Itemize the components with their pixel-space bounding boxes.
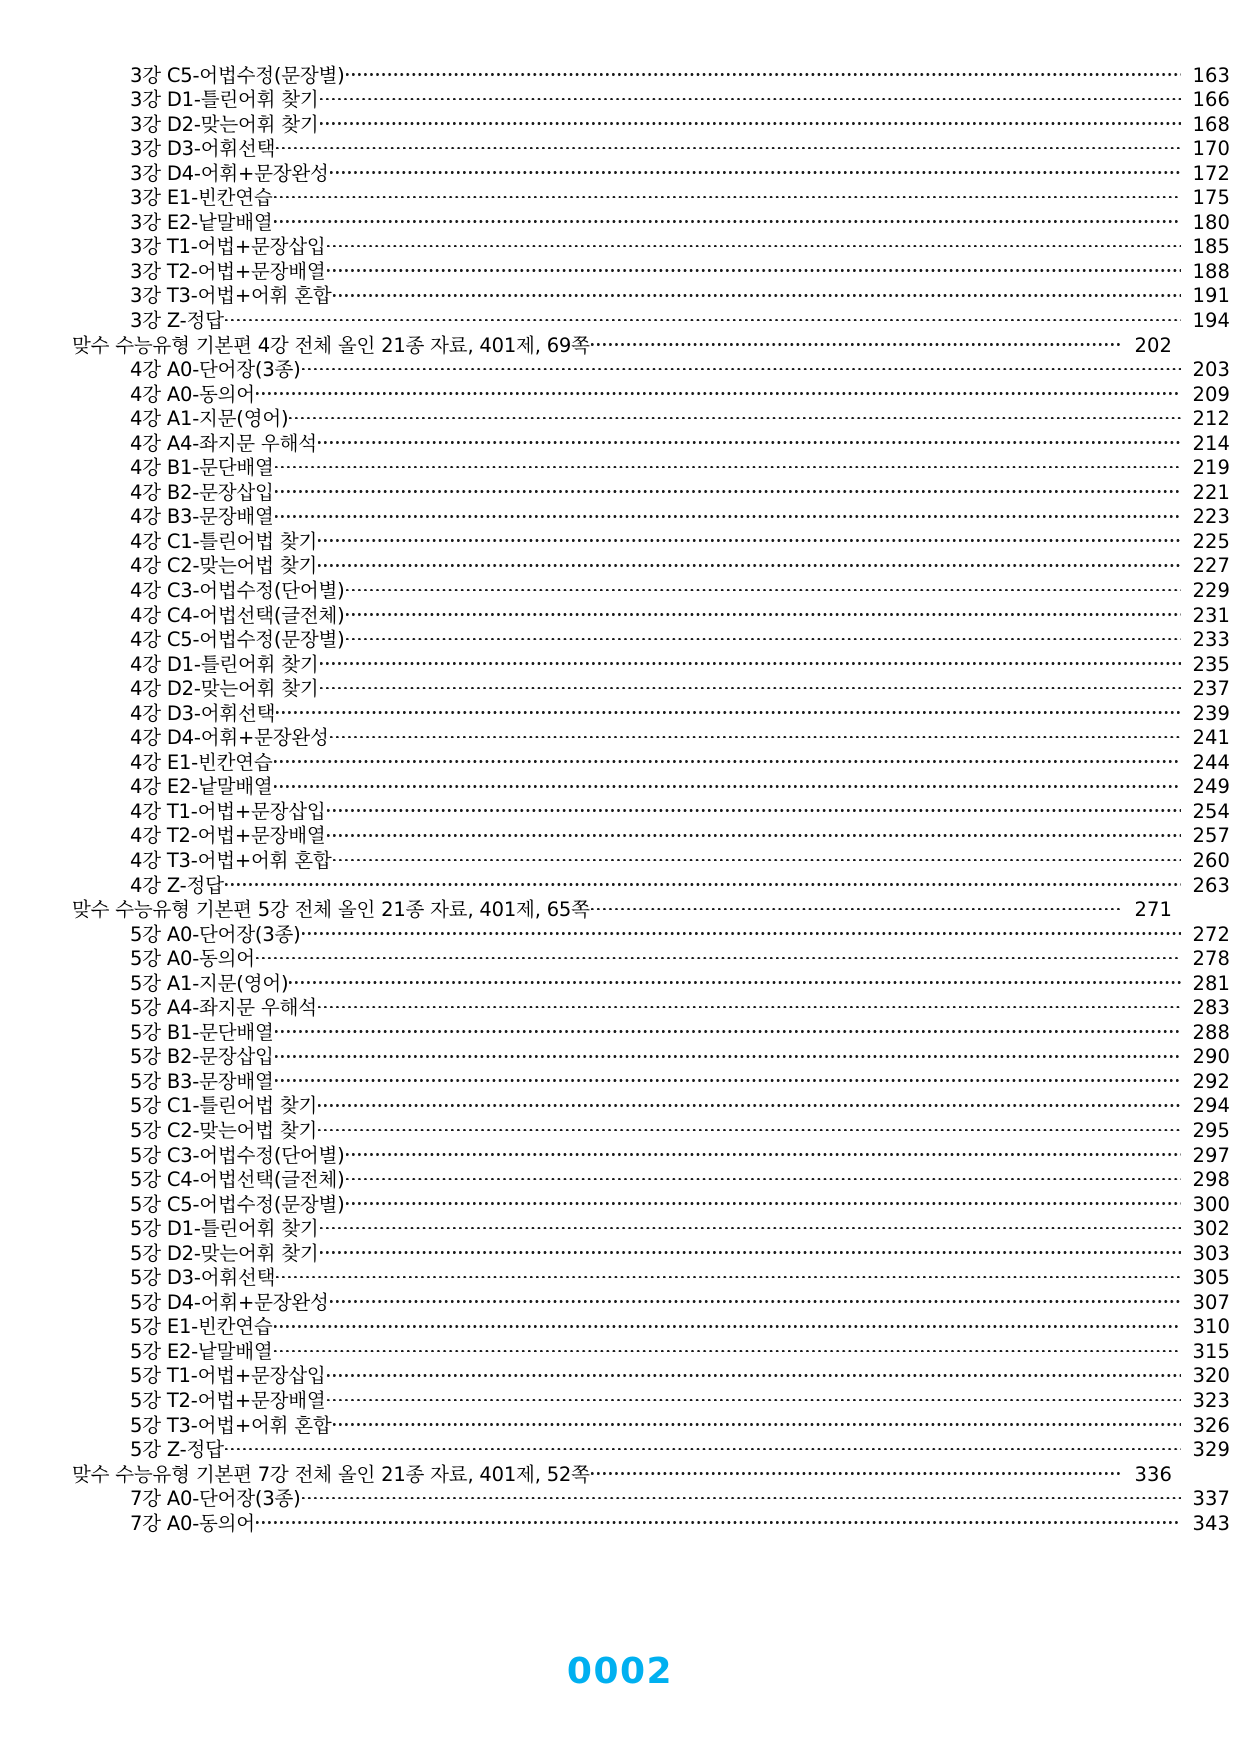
dot-leader — [274, 749, 1181, 769]
toc-entry-title: 4강 D1-틀린어휘 찾기 — [130, 652, 319, 676]
dot-leader — [346, 577, 1181, 597]
dot-leader — [320, 1240, 1181, 1260]
toc-entry-title: 4강 C2-맞는어법 찾기 — [130, 554, 318, 578]
toc-entry-title: 4강 E2-낱말배열 — [130, 775, 273, 799]
toc-entry-page-number: 272 — [1192, 922, 1230, 946]
toc-entry-title: 5강 A1-지문(영어) — [130, 971, 289, 995]
toc-entry-page-number: 249 — [1192, 775, 1230, 799]
toc-entry-title: 4강 C1-틀린어법 찾기 — [130, 529, 318, 553]
dot-leader — [318, 1093, 1181, 1113]
toc-entry-title: 4강 D4-어휘+문장완성 — [130, 726, 329, 750]
toc-entry-row[interactable] — [72, 1437, 1230, 1462]
toc-entry-title: 5강 B1-문단배열 — [130, 1020, 274, 1044]
dot-leader — [318, 528, 1181, 548]
toc-entry-row[interactable] — [72, 970, 1230, 995]
toc-entry-row[interactable] — [72, 1412, 1230, 1437]
toc-entry-page-number: 168 — [1192, 112, 1230, 136]
toc-entry-row[interactable] — [72, 1044, 1230, 1069]
toc-entry-title: 4강 C4-어법선택(글전체) — [130, 603, 345, 627]
toc-entry-title: 5강 D4-어휘+문장완성 — [130, 1290, 329, 1314]
toc-entry-row[interactable] — [72, 725, 1230, 750]
dot-leader — [333, 848, 1181, 868]
toc-entry-page-number: 202 — [1134, 333, 1172, 357]
dot-leader — [275, 1068, 1181, 1088]
toc-entry-page-number: 185 — [1192, 235, 1230, 259]
toc-entry-row[interactable] — [72, 1216, 1230, 1241]
toc-entry-title: 5강 C4-어법선택(글전체) — [130, 1168, 345, 1192]
dot-leader — [318, 553, 1181, 573]
toc-entry-page-number: 260 — [1192, 849, 1230, 872]
toc-entry-title: 3강 E2-낱말배열 — [130, 210, 273, 234]
toc-entry-page-number: 290 — [1192, 1045, 1230, 1069]
toc-entry-page-number: 295 — [1192, 1119, 1230, 1143]
toc-entry-page-number: 219 — [1192, 456, 1230, 480]
toc-entry-title: 3강 D1-틀린어휘 찾기 — [130, 88, 319, 112]
toc-entry-row[interactable] — [72, 1338, 1230, 1363]
dot-leader — [327, 1363, 1181, 1383]
dot-leader — [302, 1486, 1181, 1506]
toc-entry-page-number: 278 — [1192, 947, 1230, 971]
dot-leader — [276, 1265, 1181, 1285]
dot-leader — [330, 725, 1181, 745]
toc-entry-title: 5강 Z-정답 — [130, 1438, 224, 1462]
toc-entry-title: 5강 C2-맞는어법 찾기 — [130, 1119, 318, 1143]
dot-leader — [318, 995, 1181, 1015]
toc-entry-title: 4강 C3-어법수정(단어별) — [130, 578, 345, 602]
toc-entry-row[interactable] — [72, 258, 1230, 283]
toc-entry-page-number: 231 — [1192, 603, 1230, 627]
dot-leader — [318, 430, 1181, 450]
toc-entry-title: 7강 A0-단어장(3종) — [130, 1487, 301, 1511]
toc-entry-title: 5강 E1-빈칸연습 — [130, 1315, 273, 1339]
toc-entry-title: 맞수 수능유형 기본편 7강 전체 올인 21종 자료, 401제, 52쪽 — [72, 1462, 590, 1486]
toc-entry-page-number: 194 — [1192, 308, 1230, 332]
toc-entry-page-number: 229 — [1192, 578, 1230, 602]
toc-entry-page-number: 244 — [1192, 750, 1230, 774]
toc-entry-page-number: 172 — [1192, 161, 1230, 185]
dot-leader — [275, 1044, 1181, 1064]
toc-entry-page-number: 214 — [1192, 431, 1230, 455]
toc-entry-page-number: 315 — [1192, 1339, 1230, 1363]
dot-leader — [275, 504, 1181, 524]
toc-entry-page-number: 294 — [1192, 1094, 1230, 1118]
toc-entry-title: 3강 E1-빈칸연습 — [130, 186, 273, 210]
toc-entry-row[interactable] — [72, 946, 1230, 971]
dot-leader — [225, 1437, 1181, 1457]
toc-entry-page-number: 303 — [1192, 1241, 1230, 1265]
toc-list — [72, 62, 1230, 1535]
toc-entry-page-number: 302 — [1192, 1217, 1230, 1241]
toc-section-row[interactable] — [72, 897, 1172, 922]
toc-entry-page-number: 227 — [1192, 554, 1230, 578]
dot-leader — [256, 946, 1181, 966]
toc-entry-page-number: 239 — [1192, 701, 1230, 725]
toc-entry-row[interactable] — [72, 921, 1230, 946]
dot-leader — [274, 185, 1181, 205]
toc-entry-page-number: 257 — [1192, 824, 1230, 848]
dot-leader — [320, 651, 1181, 671]
toc-entry-title: 3강 T2-어법+문장배열 — [130, 259, 326, 283]
toc-entry-row[interactable] — [72, 160, 1230, 185]
toc-entry-row[interactable] — [72, 62, 1230, 87]
toc-section-row[interactable] — [72, 332, 1172, 357]
toc-entry-page-number: 223 — [1192, 505, 1230, 529]
toc-entry-title: 4강 B3-문장배열 — [130, 505, 274, 529]
toc-entry-title: 3강 T3-어법+어휘 혼합 — [130, 284, 332, 308]
toc-entry-row[interactable] — [72, 1510, 1230, 1535]
toc-entry-page-number: 180 — [1192, 210, 1230, 234]
dot-leader — [289, 406, 1181, 426]
toc-entry-page-number: 288 — [1192, 1020, 1230, 1044]
toc-entry-title: 4강 Z-정답 — [130, 873, 224, 897]
toc-entry-page-number: 297 — [1192, 1143, 1230, 1167]
toc-entry-row[interactable] — [72, 749, 1230, 774]
toc-entry-page-number: 283 — [1192, 996, 1230, 1020]
toc-entry-row[interactable] — [72, 1289, 1230, 1314]
dot-leader — [275, 455, 1181, 475]
dot-leader — [327, 798, 1181, 818]
toc-entry-row[interactable] — [72, 234, 1230, 259]
dot-leader — [346, 62, 1181, 82]
dot-leader — [591, 332, 1123, 352]
toc-entry-row[interactable] — [72, 430, 1230, 455]
toc-entry-title: 5강 A4-좌지문 우해석 — [130, 996, 317, 1020]
toc-entry-page-number: 233 — [1192, 628, 1230, 652]
toc-entry-row[interactable] — [72, 872, 1230, 897]
toc-entry-row[interactable] — [72, 602, 1230, 627]
toc-entry-title: 4강 E1-빈칸연습 — [130, 750, 273, 774]
toc-entry-row[interactable] — [72, 1486, 1230, 1511]
dot-leader — [302, 921, 1181, 941]
toc-entry-title: 5강 T2-어법+문장배열 — [130, 1389, 326, 1413]
dot-leader — [274, 774, 1181, 794]
dot-leader — [327, 1388, 1181, 1408]
toc-entry-row[interactable] — [72, 1142, 1230, 1167]
toc-entry-title: 3강 C5-어법수정(문장별) — [130, 63, 345, 87]
toc-entry-title: 3강 D4-어휘+문장완성 — [130, 161, 329, 185]
toc-entry-page-number: 323 — [1192, 1389, 1230, 1413]
toc-entry-page-number: 188 — [1192, 259, 1230, 283]
dot-leader — [274, 209, 1181, 229]
page-number-footer: 0002 — [566, 1651, 674, 1692]
toc-entry-title: 3강 D2-맞는어휘 찾기 — [130, 112, 319, 136]
toc-entry-page-number: 271 — [1134, 898, 1172, 922]
toc-entry-row[interactable] — [72, 627, 1230, 652]
toc-entry-row[interactable] — [72, 1191, 1230, 1216]
dot-leader — [256, 381, 1181, 401]
dot-leader — [276, 700, 1181, 720]
toc-entry-title: 4강 D3-어휘선택 — [130, 701, 276, 725]
dot-leader — [274, 1314, 1181, 1334]
toc-entry-page-number: 166 — [1192, 88, 1230, 112]
toc-entry-row[interactable] — [72, 651, 1230, 676]
toc-entry-page-number: 209 — [1192, 382, 1230, 406]
toc-entry-row[interactable] — [72, 185, 1230, 210]
toc-entry-page-number: 203 — [1192, 358, 1230, 382]
toc-entry-title: 5강 B2-문장삽입 — [130, 1045, 274, 1069]
toc-entry-row[interactable] — [72, 848, 1230, 873]
toc-entry-title: 5강 C1-틀린어법 찾기 — [130, 1094, 318, 1118]
toc-entry-title: 5강 A0-단어장(3종) — [130, 922, 301, 946]
toc-entry-row[interactable] — [72, 455, 1230, 480]
dot-leader — [320, 111, 1181, 131]
toc-entry-title: 5강 A0-동의어 — [130, 947, 255, 971]
toc-entry-title: 4강 A0-단어장(3종) — [130, 358, 301, 382]
toc-entry-page-number: 212 — [1192, 407, 1230, 431]
toc-entry-title: 4강 A1-지문(영어) — [130, 407, 289, 431]
toc-entry-title: 4강 C5-어법수정(문장별) — [130, 628, 345, 652]
toc-entry-page-number: 225 — [1192, 529, 1230, 553]
toc-entry-title: 5강 B3-문장배열 — [130, 1069, 274, 1093]
toc-entry-row[interactable] — [72, 136, 1230, 161]
dot-leader — [591, 897, 1123, 917]
dot-leader — [346, 1142, 1181, 1162]
dot-leader — [330, 160, 1181, 180]
toc-entry-title: 5강 D3-어휘선택 — [130, 1266, 276, 1290]
toc-entry-title: 4강 T3-어법+어휘 혼합 — [130, 849, 332, 872]
dot-leader — [327, 823, 1181, 843]
dot-leader — [302, 357, 1181, 377]
toc-entry-row[interactable] — [72, 406, 1230, 431]
toc-entry-row[interactable] — [72, 676, 1230, 701]
dot-leader — [276, 136, 1181, 156]
toc-entry-title: 3강 D3-어휘선택 — [130, 137, 276, 161]
toc-entry-page-number: 170 — [1192, 137, 1230, 161]
toc-entry-page-number: 298 — [1192, 1168, 1230, 1192]
toc-entry-row[interactable] — [72, 209, 1230, 234]
dot-leader — [320, 676, 1181, 696]
toc-entry-page-number: 254 — [1192, 799, 1230, 823]
toc-entry-page-number: 343 — [1192, 1511, 1230, 1535]
toc-entry-page-number: 336 — [1134, 1462, 1172, 1486]
dot-leader — [320, 87, 1181, 107]
toc-entry-row[interactable] — [72, 307, 1230, 332]
toc-entry-row[interactable] — [72, 1240, 1230, 1265]
toc-entry-page-number: 237 — [1192, 677, 1230, 701]
toc-entry-row[interactable] — [72, 700, 1230, 725]
dot-leader — [346, 1191, 1181, 1211]
dot-leader — [256, 1510, 1181, 1530]
toc-entry-title: 5강 C3-어법수정(단어별) — [130, 1143, 345, 1167]
dot-leader — [275, 1019, 1181, 1039]
dot-leader — [225, 307, 1181, 327]
toc-entry-row[interactable] — [72, 1093, 1230, 1118]
dot-leader — [327, 258, 1181, 278]
toc-entry-page-number: 326 — [1192, 1413, 1230, 1437]
toc-entry-title: 5강 E2-낱말배열 — [130, 1339, 273, 1363]
toc-entry-row[interactable] — [72, 283, 1230, 308]
toc-entry-title: 4강 T2-어법+문장배열 — [130, 824, 326, 848]
toc-entry-page-number: 241 — [1192, 726, 1230, 750]
dot-leader — [333, 1412, 1181, 1432]
toc-entry-row[interactable] — [72, 479, 1230, 504]
toc-entry-title: 3강 Z-정답 — [130, 308, 224, 332]
toc-entry-page-number: 175 — [1192, 186, 1230, 210]
toc-entry-row[interactable] — [72, 823, 1230, 848]
dot-leader — [333, 283, 1181, 303]
dot-leader — [591, 1461, 1123, 1481]
toc-entry-page-number: 320 — [1192, 1364, 1230, 1388]
toc-entry-row[interactable] — [72, 1118, 1230, 1143]
toc-entry-page-number: 235 — [1192, 652, 1230, 676]
toc-section-row[interactable] — [72, 1461, 1172, 1486]
dot-leader — [318, 1118, 1181, 1138]
dot-leader — [320, 1216, 1181, 1236]
toc-entry-title: 5강 D1-틀린어휘 찾기 — [130, 1217, 319, 1241]
toc-entry-title: 4강 D2-맞는어휘 찾기 — [130, 677, 319, 701]
toc-entry-page-number: 191 — [1192, 284, 1230, 308]
dot-leader — [225, 872, 1181, 892]
toc-entry-row[interactable] — [72, 774, 1230, 799]
toc-entry-page-number: 307 — [1192, 1290, 1230, 1314]
toc-entry-row[interactable] — [72, 1265, 1230, 1290]
toc-entry-page-number: 221 — [1192, 480, 1230, 504]
toc-entry-row[interactable] — [72, 381, 1230, 406]
dot-leader — [346, 1167, 1181, 1187]
toc-entry-page-number: 329 — [1192, 1438, 1230, 1462]
toc-entry-title: 5강 D2-맞는어휘 찾기 — [130, 1241, 319, 1265]
toc-entry-title: 3강 T1-어법+문장삽입 — [130, 235, 326, 259]
toc-entry-row[interactable] — [72, 1314, 1230, 1339]
toc-entry-row[interactable] — [72, 87, 1230, 112]
toc-entry-title: 4강 B1-문단배열 — [130, 456, 274, 480]
toc-entry-row[interactable] — [72, 504, 1230, 529]
toc-entry-title: 4강 A0-동의어 — [130, 382, 255, 406]
toc-entry-page-number: 310 — [1192, 1315, 1230, 1339]
toc-entry-title: 맞수 수능유형 기본편 5강 전체 올인 21종 자료, 401제, 65쪽 — [72, 898, 590, 922]
toc-entry-page-number: 163 — [1192, 63, 1230, 87]
toc-entry-title: 5강 C5-어법수정(문장별) — [130, 1192, 345, 1216]
dot-leader — [289, 970, 1181, 990]
toc-entry-page-number: 337 — [1192, 1487, 1230, 1511]
toc-entry-row[interactable] — [72, 357, 1230, 382]
toc-entry-row[interactable] — [72, 798, 1230, 823]
toc-entry-title: 7강 A0-동의어 — [130, 1511, 255, 1535]
dot-leader — [346, 627, 1181, 647]
toc-entry-row[interactable] — [72, 995, 1230, 1020]
toc-entry-title: 4강 T1-어법+문장삽입 — [130, 799, 326, 823]
dot-leader — [330, 1289, 1181, 1309]
toc-entry-page-number: 263 — [1192, 873, 1230, 897]
toc-entry-title: 5강 T3-어법+어휘 혼합 — [130, 1413, 332, 1437]
dot-leader — [346, 602, 1181, 622]
toc-entry-title: 5강 T1-어법+문장삽입 — [130, 1364, 326, 1388]
dot-leader — [327, 234, 1181, 254]
toc-entry-row[interactable] — [72, 1363, 1230, 1388]
toc-entry-row[interactable] — [72, 1167, 1230, 1192]
toc-entry-row[interactable] — [72, 528, 1230, 553]
toc-entry-row[interactable] — [72, 1068, 1230, 1093]
toc-entry-row[interactable] — [72, 577, 1230, 602]
toc-entry-row[interactable] — [72, 111, 1230, 136]
toc-entry-page-number: 305 — [1192, 1266, 1230, 1290]
dot-leader — [274, 1338, 1181, 1358]
toc-entry-title: 맞수 수능유형 기본편 4강 전체 올인 21종 자료, 401제, 69쪽 — [72, 333, 590, 357]
toc-entry-page-number: 292 — [1192, 1069, 1230, 1093]
toc-entry-title: 4강 A4-좌지문 우해석 — [130, 431, 317, 455]
toc-entry-page-number: 281 — [1192, 971, 1230, 995]
toc-entry-page-number: 300 — [1192, 1192, 1230, 1216]
toc-entry-row[interactable] — [72, 1019, 1230, 1044]
toc-entry-title: 4강 B2-문장삽입 — [130, 480, 274, 504]
toc-entry-row[interactable] — [72, 1388, 1230, 1413]
dot-leader — [275, 479, 1181, 499]
toc-entry-row[interactable] — [72, 553, 1230, 578]
